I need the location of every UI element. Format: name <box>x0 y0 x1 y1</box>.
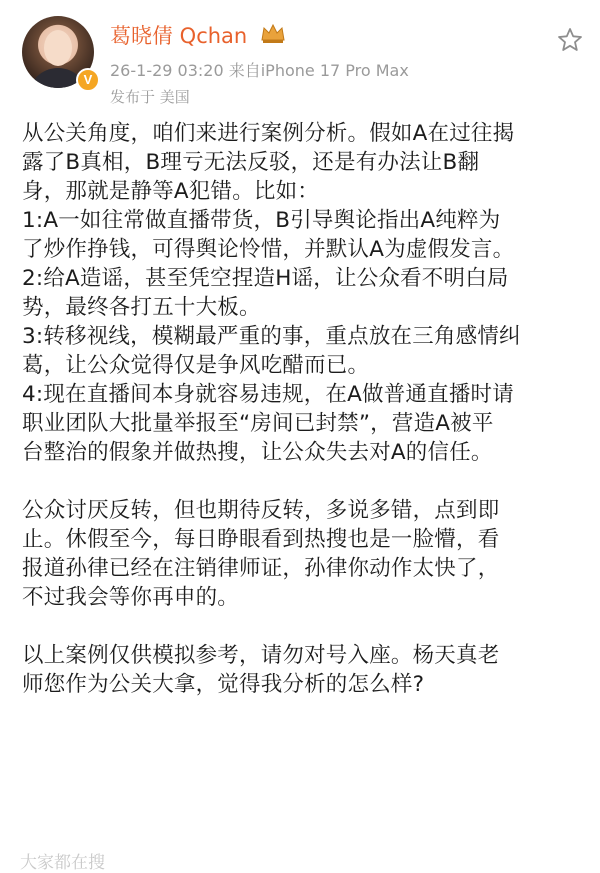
line: 职业团队大批量举报至“房间已封禁”，营造A被平 <box>22 411 494 436</box>
star-icon[interactable] <box>556 26 584 54</box>
trending-search-label[interactable]: 大家都在搜 <box>20 853 105 873</box>
post-header <box>0 0 600 120</box>
line: 露了B真相，B理亏无法反驳，还是有办法让B翻 <box>22 150 480 175</box>
line: 1:A一如往常做直播带货，B引导舆论指出A纯粹为 <box>22 208 501 233</box>
paragraph-gap <box>22 612 587 641</box>
line: 4:现在直播间本身就容易违规，在A做普通直播时请 <box>22 382 514 407</box>
post-datetime-device: 26-1-29 03:20 来自iPhone 17 Pro Max <box>110 61 409 80</box>
line: 师您作为公关大拿，觉得我分析的怎么样? <box>22 672 425 697</box>
post-location: 发布于 美国 <box>110 88 190 106</box>
line: 了炒作挣钱，可得舆论怜惜，并默认A为虚假发言。 <box>22 237 515 262</box>
author-name[interactable]: 葛晓倩 Qchan <box>110 24 248 48</box>
line: 报道孙律已经在注销律师证，孙律你动作太快了， <box>22 556 500 581</box>
verified-badge: V <box>76 68 100 92</box>
line: 不过我会等你再申的。 <box>22 585 240 610</box>
line: 从公关角度，咱们来进行案例分析。假如A在过往揭 <box>22 121 515 146</box>
line: 台整治的假象并做热搜，让公众失去对A的信任。 <box>22 440 493 465</box>
paragraph-2 <box>22 496 587 612</box>
line: 以上案例仅供模拟参考，请勿对号入座。杨天真老 <box>22 643 500 668</box>
post-body <box>22 119 587 699</box>
line: 止。休假至今，每日睁眼看到热搜也是一脸懵，看 <box>22 527 500 552</box>
line: 公众讨厌反转，但也期待反转，多说多错，点到即 <box>22 498 500 523</box>
avatar-face <box>44 30 72 66</box>
paragraph-3 <box>22 641 587 699</box>
line: 身，那就是静等A犯错。比如： <box>22 179 320 204</box>
paragraph-1 <box>22 119 587 467</box>
line: 葛，让公众觉得仅是争风吃醋而已。 <box>22 353 370 378</box>
crown-icon <box>260 22 286 44</box>
line: 势，最终各打五十大板。 <box>22 295 261 320</box>
paragraph-gap <box>22 467 587 496</box>
line: 2:给A造谣，甚至凭空捏造H谣，让公众看不明白局 <box>22 266 509 291</box>
line: 3:转移视线，模糊最严重的事，重点放在三角感情纠 <box>22 324 521 349</box>
